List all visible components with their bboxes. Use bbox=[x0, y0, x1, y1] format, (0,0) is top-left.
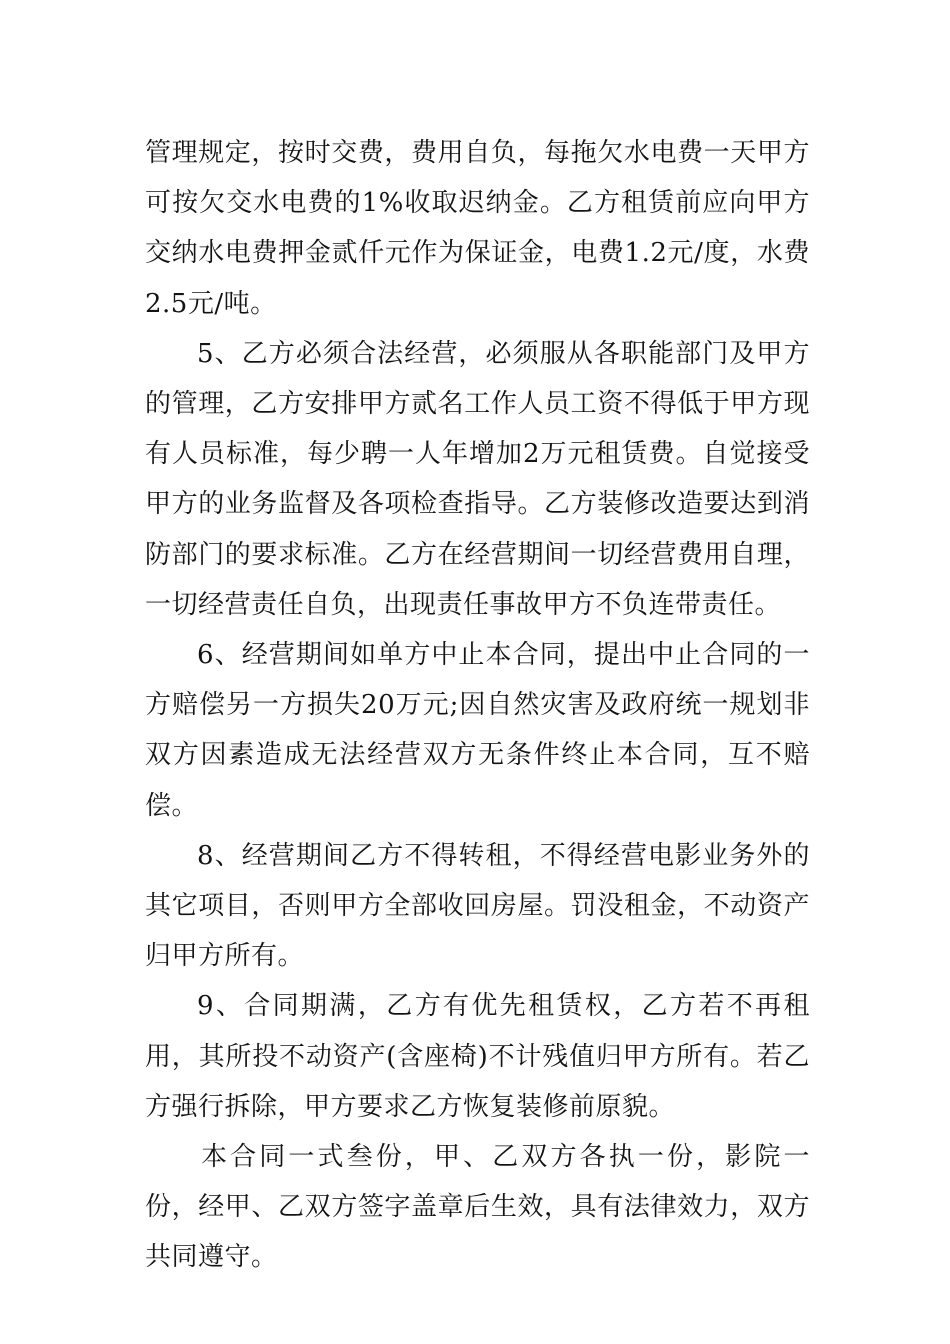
paragraph-clause-8: 8、经营期间乙方不得转租，不得经营电影业务外的其它项目，否则甲方全部收回房屋。罚没租金，不动资产归甲方所有。 bbox=[145, 840, 810, 972]
paragraph-clause-5: 5、乙方必须合法经营，必须服从各职能部门及甲方的管理，乙方安排甲方贰名工作人员工资不得低于甲方现有人员标准，每少聘一人年增加2万元租赁费。自觉接受甲方的业务监督及各项检查指导。乙方装修改造要达到消防部门的要求标准。乙方在经营期间一切经营费用自理，一切经营责任自负，出现责任事故甲方不负连带责任。 bbox=[145, 338, 810, 620]
document-body bbox=[145, 128, 810, 1283]
paragraph-clause-9: 9、合同期满，乙方有优先租赁权，乙方若不再租用，其所投不动资产(含座椅)不计残值归甲方所有。若乙方强行拆除，甲方要求乙方恢复装修前原貌。 bbox=[145, 991, 810, 1122]
paragraph-continuation: 管理规定，按时交费，费用自负，每拖欠水电费一天甲方可按欠交水电费的1%收取迟纳金。乙方租赁前应向甲方交纳水电费押金贰仟元作为保证金，电费1.2元/度，水费2.5元/吨。 bbox=[145, 138, 810, 319]
paragraph-closing: 本合同一式叁份，甲、乙双方各执一份，影院一份，经甲、乙双方签字盖章后生效，具有法律效力，双方共同遵守。 bbox=[145, 1142, 810, 1273]
paragraph-clause-6: 6、经营期间如单方中止本合同，提出中止合同的一方赔偿另一方损失20万元;因自然灾害及政府统一规划非双方因素造成无法经营双方无条件终止本合同，互不赔偿。 bbox=[145, 640, 810, 821]
